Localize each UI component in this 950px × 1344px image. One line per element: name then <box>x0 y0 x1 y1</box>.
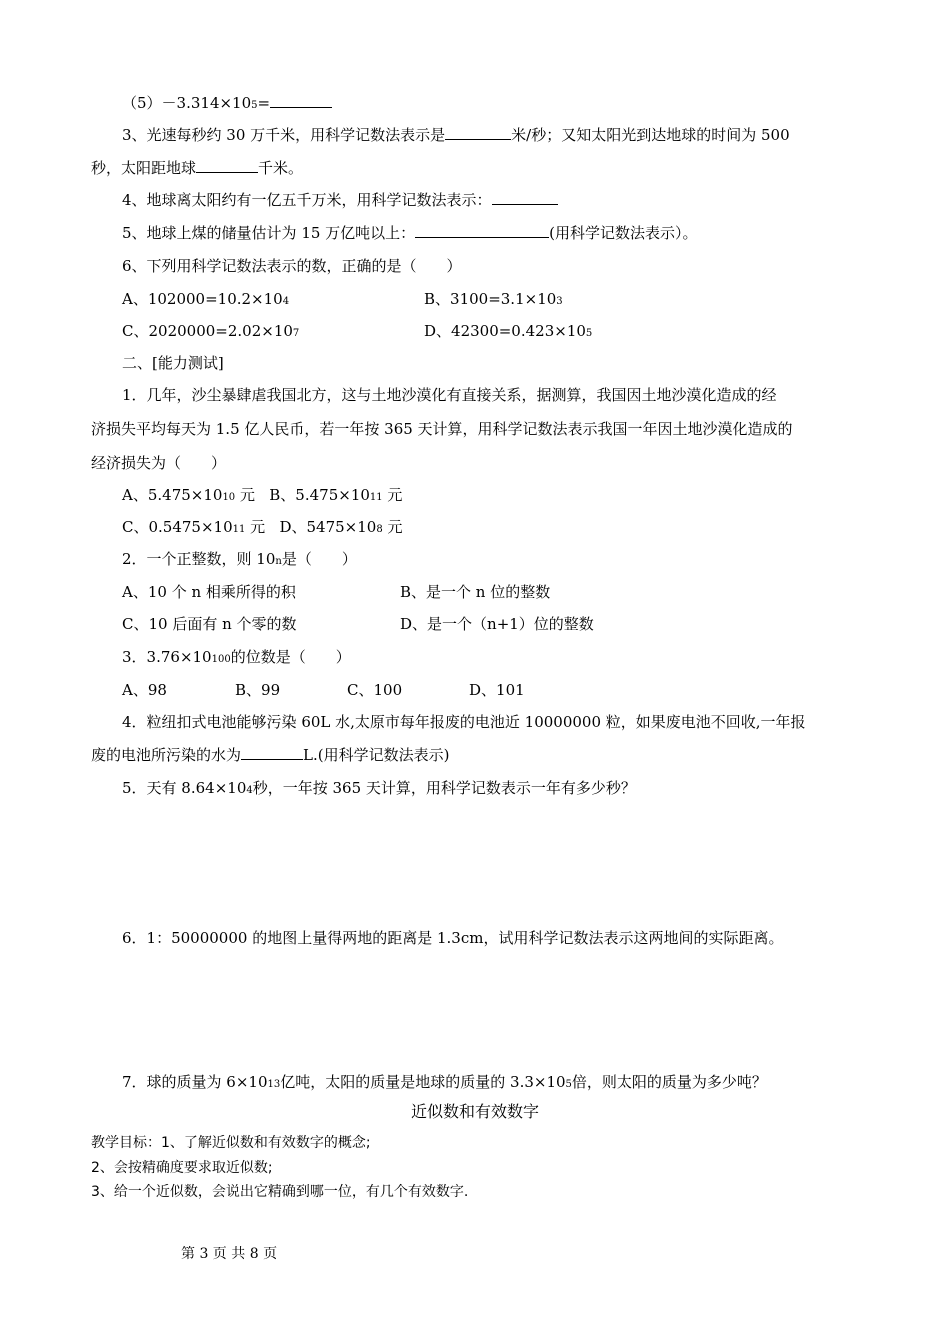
problem-2-option-b: B、是一个 n 位的整数 <box>400 583 551 601</box>
answer-blank[interactable] <box>492 189 558 205</box>
problem-1-options-ab: A、5.475×1010 元 B、5.475×1011 元 <box>122 486 403 504</box>
problem-2-option-c: C、10 后面有 n 个零的数 <box>122 615 297 633</box>
answer-blank[interactable] <box>270 92 332 108</box>
question-6-line: 6、下列用科学记数法表示的数，正确的是（ ） <box>122 257 462 275</box>
answer-blank[interactable] <box>241 744 303 760</box>
problem-3-option-c: C、100 <box>347 681 403 699</box>
problem-3-option-a: A、98 <box>122 681 167 699</box>
problem-6-line: 6．1：50000000 的地图上量得两地的距离是 1.3cm，试用科学记数法表示这两地间的实际距离。 <box>122 929 784 947</box>
answer-blank[interactable] <box>196 157 258 173</box>
teaching-goal-3: 3、给一个近似数，会说出它精确到哪一位，有几个有效数字. <box>91 1184 469 1200</box>
problem-4-line-2: 废的电池所污染的水为 L.(用科学记数法表示) <box>91 746 450 764</box>
question-5-line: （5）－3.314×105= <box>122 92 332 117</box>
question-4-line: 4、地球离太阳约有一亿五千万米，用科学记数法表示： <box>122 189 558 211</box>
problem-3-option-b: B、99 <box>235 681 281 699</box>
teaching-goal-2: 2、会按精确度要求取近似数; <box>91 1160 273 1176</box>
section-2-heading: 二、[能力测试] <box>122 354 224 372</box>
question-3-line-2: 秒，太阳距地球 千米。 <box>91 159 304 177</box>
problem-1-line-1: 1．几年，沙尘暴肆虐我国北方，这与土地沙漠化有直接关系，据测算，我国因土地沙漠化造成的经 <box>122 386 777 404</box>
answer-blank[interactable] <box>415 222 549 238</box>
problem-7-line: 7．球的质量为 6×1013亿吨，太阳的质量是地球的质量的 3.3×105倍，则太阳的质量为多少吨？ <box>122 1073 767 1091</box>
problem-2-line: 2．一个正整数，则 10n是（ ） <box>122 550 357 568</box>
problem-2-option-d: D、是一个（n+1）位的整数 <box>400 615 594 633</box>
page-footer: 第 3 页 共 8 页 <box>181 1246 278 1262</box>
problem-2-option-a: A、10 个 n 相乘所得的积 <box>122 583 296 601</box>
question-6-option-c: C、2020000=2.02×107 <box>122 322 300 340</box>
question-6-option-d: D、42300=0.423×105 <box>424 322 593 340</box>
problem-1-line-3: 经济损失为（ ） <box>91 454 227 472</box>
problem-3-option-d: D、101 <box>469 681 525 699</box>
answer-blank[interactable] <box>445 124 511 140</box>
teaching-goal-1: 教学目标：1、了解近似数和有效数字的概念; <box>91 1135 371 1151</box>
question-3-line-1: 3、光速每秒约 30 万千米，用科学记数法表示是 米/秒；又知太阳光到达地球的时间为 500 <box>122 126 790 144</box>
question-5b-line: 5、地球上煤的储量估计为 15 万亿吨以上： (用科学记数法表示）。 <box>122 224 698 242</box>
section-title: 近似数和有效数字 <box>410 1102 539 1121</box>
question-6-option-a: A、102000=10.2×104 <box>122 290 290 308</box>
problem-1-options-cd: C、0.5475×1011 元 D、5475×108 元 <box>122 518 403 536</box>
problem-5-line: 5．天有 8.64×104秒，一年按 365 天计算，用科学记数表示一年有多少秒？ <box>122 779 636 797</box>
problem-4-line-1: 4．粒纽扣式电池能够污染 60L 水,太原市每年报废的电池近 10000000 粒，如果废电池不回收,一年报 <box>122 713 806 731</box>
problem-1-line-2: 济损失平均每天为 1.5 亿人民币，若一年按 365 天计算，用科学记数法表示我国一年因土地沙漠化造成的 <box>91 420 793 438</box>
question-6-option-b: B、3100=3.1×103 <box>424 290 563 308</box>
problem-3-line: 3．3.76×10100的位数是（ ） <box>122 648 351 666</box>
